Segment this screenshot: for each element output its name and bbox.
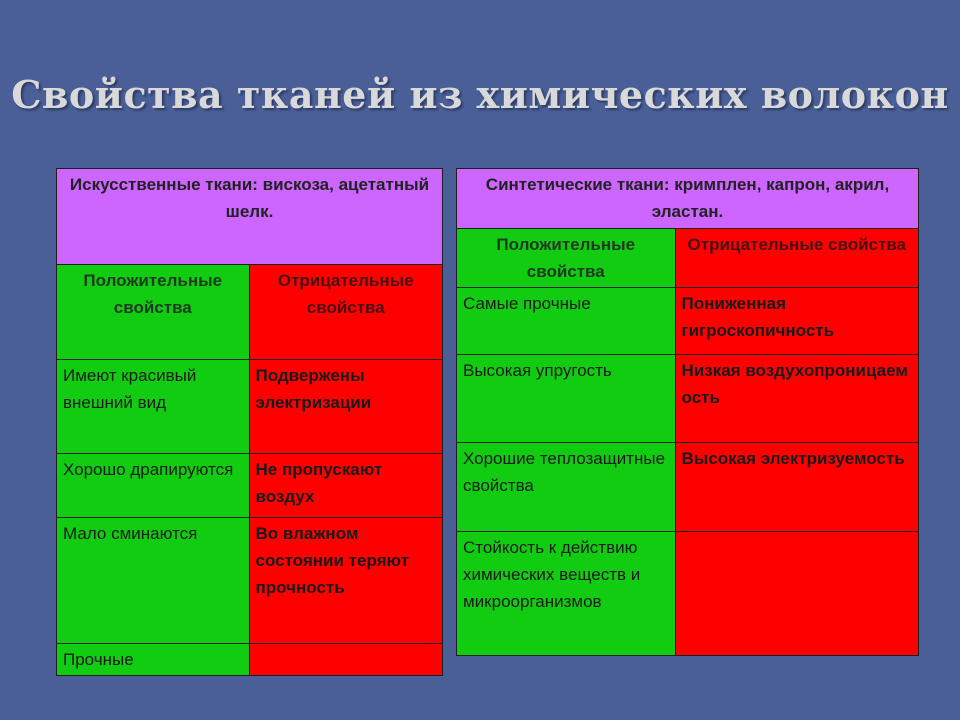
positive-cell: Хорошие теплозащитные свойства <box>457 443 676 532</box>
negative-cell: Высокая электризуемость <box>675 443 918 532</box>
artificial-fabrics-table <box>56 168 443 676</box>
negative-properties-header: Отрицательные свойства <box>249 265 442 360</box>
positive-cell: Хорошо драпируются <box>57 454 250 518</box>
negative-cell: Во влажном состоянии теряют прочность <box>249 518 442 644</box>
positive-cell: Имеют красивый внешний вид <box>57 360 250 454</box>
positive-properties-header: Положительные свойства <box>457 229 676 288</box>
positive-cell: Мало сминаются <box>57 518 250 644</box>
negative-cell: Не пропускают воздух <box>249 454 442 518</box>
positive-properties-header: Положительные свойства <box>57 265 250 360</box>
negative-cell: Подвержены электризации <box>249 360 442 454</box>
positive-cell: Прочные <box>57 644 250 676</box>
slide-title: Свойства тканей из химических волокон <box>11 72 949 117</box>
positive-cell: Высокая упругость <box>457 355 676 443</box>
positive-cell: Самые прочные <box>457 288 676 355</box>
negative-properties-header: Отрицательные свойства <box>675 229 918 288</box>
synthetic-fabrics-header: Синтетические ткани: кримплен, капрон, акрил, эластан. <box>457 169 919 229</box>
negative-cell: Низкая воздухопроницаемость <box>675 355 918 443</box>
negative-cell <box>249 644 442 676</box>
negative-cell: Пониженная гигроскопичность <box>675 288 918 355</box>
synthetic-fabrics-table <box>456 168 919 656</box>
artificial-fabrics-header: Искусственные ткани: вискоза, ацетатный шелк. <box>57 169 443 265</box>
positive-cell: Стойкость к действию химических веществ и микроорганизмов <box>457 532 676 656</box>
negative-cell <box>675 532 918 656</box>
